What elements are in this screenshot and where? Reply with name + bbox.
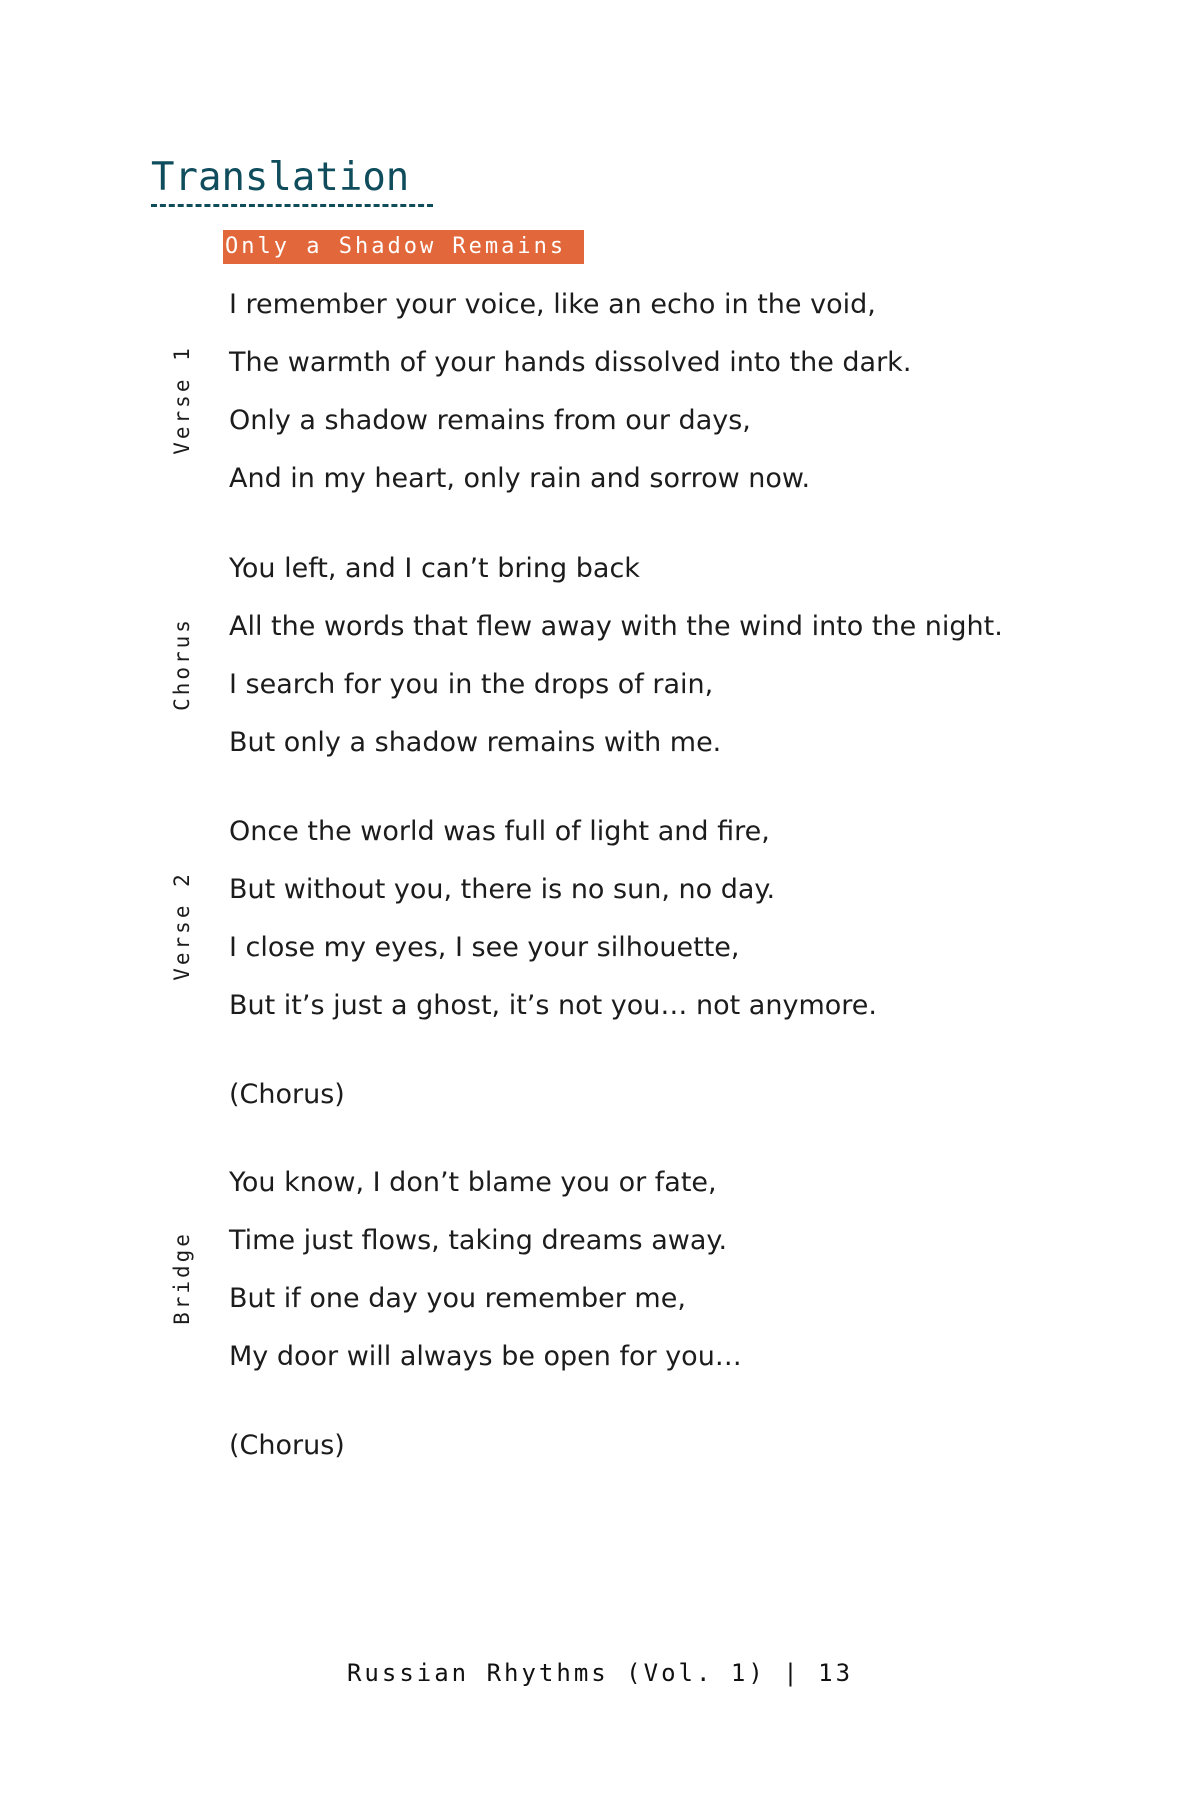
lyric-line: Only a shadow remains from our days, (229, 405, 751, 436)
lyric-line: Time just flows, taking dreams away. (229, 1225, 728, 1256)
song-title-badge: Only a Shadow Remains (223, 230, 584, 264)
lyric-line: And in my heart, only rain and sorrow now. (229, 463, 811, 494)
section-label-text: Chorus (170, 617, 194, 711)
lyric-line: But it’s just a ghost, it’s not you… not anymore. (229, 990, 877, 1021)
lyric-line: But if one day you remember me, (229, 1283, 686, 1314)
chorus-repeat-marker: (Chorus) (229, 1079, 345, 1110)
lyric-line: All the words that flew away with the wind into the night. (229, 611, 1003, 642)
lyric-line: But only a shadow remains with me. (229, 727, 722, 758)
lyric-line: I remember your voice, like an echo in the void, (229, 289, 876, 320)
page-footer: Russian Rhythms (Vol. 1) | 13 (346, 1659, 854, 1687)
section-label-text: Verse 1 (170, 345, 194, 455)
lyric-line: My door will always be open for you… (229, 1341, 742, 1372)
lyric-line: The warmth of your hands dissolved into the dark. (229, 347, 912, 378)
lyric-line: I close my eyes, I see your silhouette, (229, 932, 740, 963)
chorus-repeat-marker: (Chorus) (229, 1430, 345, 1461)
lyric-line: I search for you in the drops of rain, (229, 669, 714, 700)
lyric-line: Once the world was full of light and fire, (229, 816, 770, 847)
lyric-line: You left, and I can’t bring back (229, 553, 640, 584)
section-label-text: Bridge (170, 1231, 194, 1325)
section-label-text: Verse 2 (170, 871, 194, 981)
page-title: Translation (151, 154, 433, 207)
lyric-line: You know, I don’t blame you or fate, (229, 1167, 717, 1198)
lyric-line: But without you, there is no sun, no day. (229, 874, 776, 905)
